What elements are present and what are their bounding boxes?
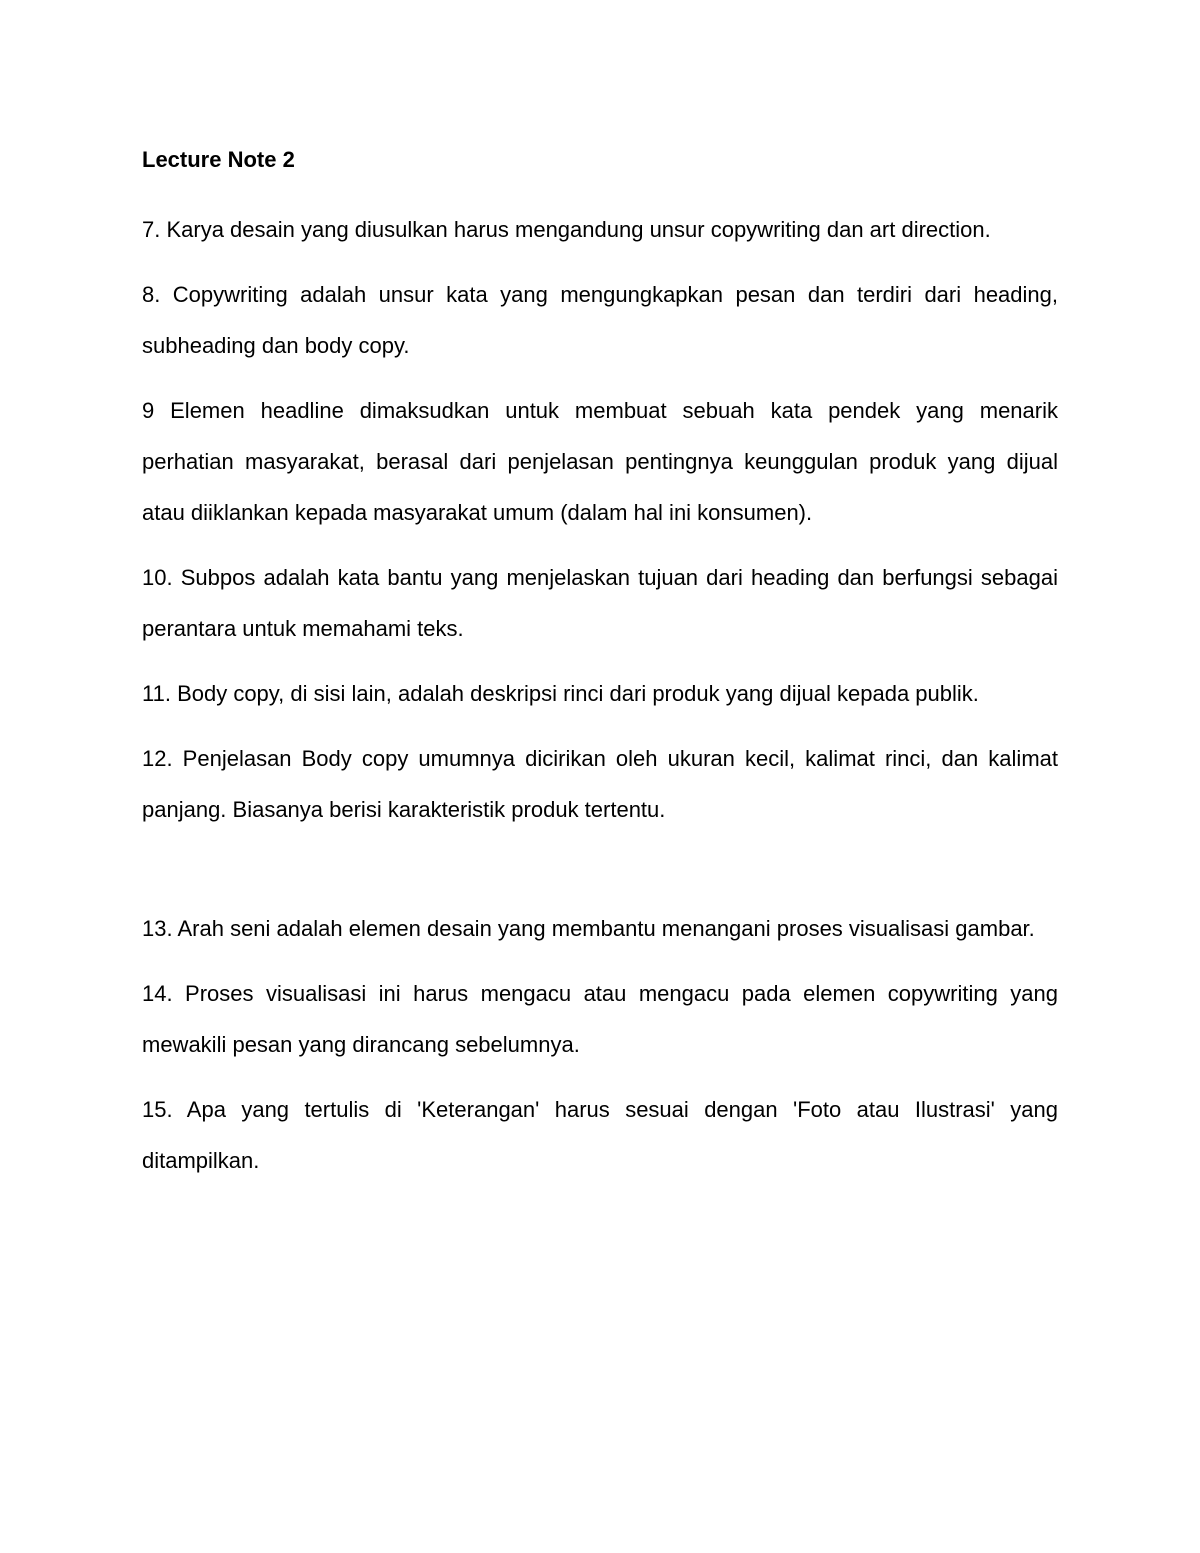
- paragraph-15: 15. Apa yang tertulis di 'Keterangan' harus sesuai dengan 'Foto atau Ilustrasi' yang ditampilkan.: [142, 1097, 1058, 1173]
- paragraph-11: 11. Body copy, di sisi lain, adalah deskripsi rinci dari produk yang dijual kepada publik.: [142, 681, 979, 706]
- paragraph-12: 12. Penjelasan Body copy umumnya dicirikan oleh ukuran kecil, kalimat rinci, dan kalimat panjang. Biasanya berisi karakteristik produk tertentu.: [142, 746, 1058, 822]
- document-title: Lecture Note 2: [142, 147, 295, 172]
- paragraph-10: 10. Subpos adalah kata bantu yang menjelaskan tujuan dari heading dan berfungsi sebagai perantara untuk memahami teks.: [142, 565, 1058, 641]
- paragraph-13: 13. Arah seni adalah elemen desain yang membantu menangani proses visualisasi gambar.: [142, 916, 1035, 941]
- paragraph-7: 7. Karya desain yang diusulkan harus mengandung unsur copywriting dan art direction.: [142, 217, 991, 242]
- blank-gap: [142, 849, 1058, 903]
- paragraph-9: 9 Elemen headline dimaksudkan untuk membuat sebuah kata pendek yang menarik perhatian masyarakat, berasal dari penjelasan pentingnya keunggulan produk yang dijual atau diiklankan kepada masyarakat umum (dalam hal ini konsumen).: [142, 398, 1058, 525]
- paragraph-8: 8. Copywriting adalah unsur kata yang mengungkapkan pesan dan terdiri dari heading, subheading dan body copy.: [142, 282, 1058, 358]
- document-page: [142, 140, 1058, 1200]
- paragraph-14: 14. Proses visualisasi ini harus mengacu atau mengacu pada elemen copywriting yang mewakili pesan yang dirancang sebelumnya.: [142, 981, 1058, 1057]
